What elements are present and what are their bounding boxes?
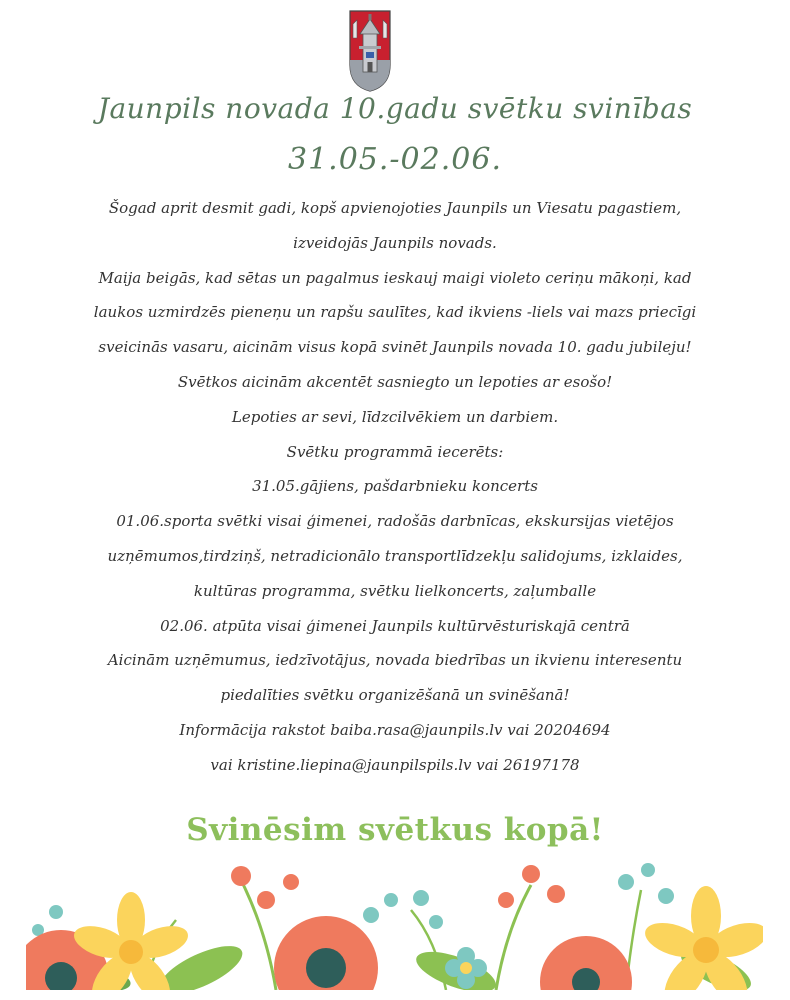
- text-line: izveidojās Jaunpils novads.: [293, 233, 497, 252]
- coat-of-arms-icon: [349, 10, 391, 92]
- text-line: laukos uzmirdzēs pieneņu un rapšu saulītes, kad ikviens -liels vai mazs priecīgi: [93, 303, 697, 322]
- text-line: sveicinās vasaru, aicinām visus kopā svinēt Jaunpils novada 10. gadu jubileju!: [98, 338, 692, 357]
- text-line: 02.06. atpūta visai ģimenei Jaunpils kultūrvēsturiskajā centrā: [160, 616, 630, 635]
- text-line: Lepoties ar sevi, līdzcilvēkiem un darbiem.: [231, 407, 559, 426]
- text-line: Aicinām uzņēmumus, iedzīvotājus, novada biedrības un ikvienu interesentu: [107, 651, 683, 670]
- slogan: Svinēsim svētkus kopā!: [186, 812, 604, 848]
- text-line: uzņēmumos,tirdziņš, netradicionālo transportlīdzekļu salidojums, izklaides,: [107, 546, 683, 565]
- text-line: Šogad aprit desmit gadi, kopš apvienojoties Jaunpils un Viesatu pagastiem,: [108, 199, 682, 217]
- text-line: 01.06.sporta svētki visai ģimenei, radošās darbnīcas, ekskursijas vietējos: [116, 512, 674, 531]
- text-line: Svētkos aicinām akcentēt sasniegto un lepoties ar esošo!: [177, 372, 613, 391]
- announcement-text: [40, 193, 750, 785]
- contact-line: vai kristine.liepina@jaunpilspils.lv vai 26197178: [210, 755, 580, 774]
- contact-line: Informācija rakstot baiba.rasa@jaunpils.lv vai 20204694: [179, 720, 611, 739]
- poster-title: Jaunpils novada 10.gadu svētku svinības: [97, 92, 693, 125]
- flower-border: [26, 860, 763, 990]
- text-line: Maija beigās, kad sētas un pagalmus ieskauj maigi violeto ceriņu mākoņi, kad: [98, 268, 692, 287]
- text-line: piedalīties svētku organizēšanā un svinēšanā!: [220, 686, 570, 705]
- text-line: Svētku programmā iecerēts:: [286, 442, 504, 461]
- text-line: 31.05.gājiens, pašdarbnieku koncerts: [252, 477, 538, 496]
- poster-dates: 31.05.-02.06.: [288, 142, 502, 177]
- text-line: kultūras programma, svētku lielkoncerts, zaļumballe: [193, 581, 597, 600]
